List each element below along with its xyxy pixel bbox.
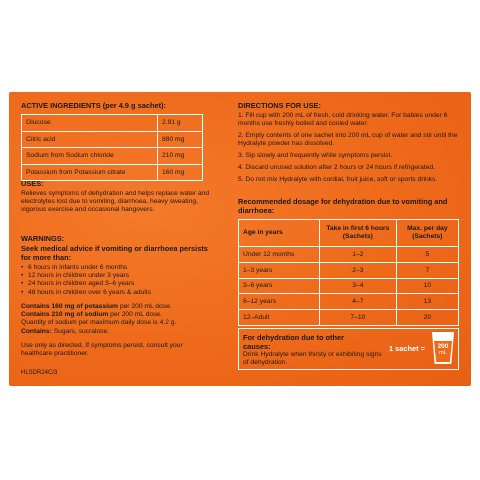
ingredient-amount: 880 mg [158, 131, 203, 148]
contains-line [21, 328, 221, 336]
table-cell: 12–Adult [239, 310, 320, 326]
active-ingredients-table [21, 114, 203, 181]
potassium-line [21, 303, 221, 311]
column-header: Age in years [239, 220, 320, 247]
sodium-bold: Contains 210 mg of sodium [21, 311, 109, 319]
table-cell: 7 [396, 262, 458, 278]
table-cell: 20 [396, 310, 458, 326]
ingredient-name: Potassium from Potassium citrate [22, 164, 158, 181]
warnings-subheading: Seek medical advice if vomiting or diarrhoea persists for more than: [21, 244, 208, 262]
dosage-table [238, 219, 459, 326]
direction-step: 4. Discard unused solution after 2 hours or 24 hours if refrigerated. [238, 163, 436, 171]
cup-unit: mL [439, 350, 447, 356]
ingredient-amount: 160 mg [158, 164, 203, 181]
table-cell: 2–3 [320, 262, 397, 278]
table-row [22, 115, 203, 132]
column-header: Take in first 6 hours (Sachets) [320, 220, 397, 247]
column-header: Max. per day (Sachets) [396, 220, 458, 247]
table-cell: Under 12 months [239, 247, 320, 263]
table-row [22, 131, 203, 148]
contains-bold: Contains: [21, 327, 52, 335]
ingredient-name: Sodium from Sodium chloride [22, 148, 158, 165]
table-cell: 6–12 years [239, 294, 320, 310]
list-item: • 6 hours in infants under 6 months [21, 264, 211, 272]
potassium-bold: Contains 160 mg of potassium [21, 303, 118, 310]
directions-heading: DIRECTIONS FOR USE: [238, 101, 321, 110]
sachet-equals-label: 1 sachet = [389, 344, 425, 353]
table-row [239, 294, 459, 310]
table-cell: 4–7 [320, 294, 397, 310]
list-item: • 12 hours in children under 3 years [21, 272, 211, 280]
table-cell: 10 [396, 278, 458, 294]
warnings-section [21, 234, 211, 297]
warnings-heading: WARNINGS: [21, 234, 65, 243]
table-row [239, 247, 459, 263]
direction-step: 5. Do not mix Hydralyte with cordial, fruit juice, soft or sports drinks. [238, 175, 438, 183]
uses-section [21, 179, 211, 215]
direction-step: 3. Sip slowly and frequently while symptoms persist. [238, 152, 393, 159]
table-cell: 3–6 years [239, 278, 320, 294]
dosage-heading: Recommended dosage for dehydration due to vomiting and diarrhoea: [238, 197, 448, 215]
table-row [22, 148, 203, 165]
list-item: • 48 hours in children over 6 years & adults [21, 289, 211, 297]
direction-step: 2. Empty contents of one sachet into 200 mL cup of water and stir until the Hydralyte powder has dissolved. [238, 132, 458, 148]
ingredient-name: Glucose [22, 115, 158, 132]
sodium-rest: per 200 mL dose. [108, 311, 162, 319]
active-ingredients-heading: ACTIVE INGREDIENTS (per 4.9 g sachet): [21, 101, 166, 110]
max-sodium-line: Quantity of sodium per maximum daily dose is 4.2 g. [21, 319, 177, 327]
uses-text: Relieves symptoms of dehydration and helps replace water and electrolytes lost due to vomiting, diarrhoea, heavy sweating, vigorous exercise and occasional hangovers. [21, 190, 210, 214]
table-cell: 3–4 [320, 278, 397, 294]
product-label-panel [9, 92, 471, 386]
other-causes-heading: For dehydration due to other causes: [243, 333, 345, 351]
cup-volume: 200 [437, 343, 449, 350]
list-item: • 24 hours in children aged 3–6 years [21, 280, 211, 288]
table-header-row [239, 220, 459, 247]
table-cell: 7–10 [320, 310, 397, 326]
table-row [239, 262, 459, 278]
other-causes-text: Drink Hydralyte when thirsty or exhibiting signs of dehydration. [243, 351, 382, 367]
cup-icon [432, 332, 454, 364]
uses-heading: USES: [21, 179, 44, 188]
table-cell: 1–3 years [239, 262, 320, 278]
ingredient-amount: 2.91 g [158, 115, 203, 132]
sodium-line [21, 311, 221, 319]
table-cell: 13 [396, 294, 458, 310]
table-row [239, 310, 459, 326]
table-row [239, 278, 459, 294]
ingredient-amount: 210 mg [158, 148, 203, 165]
table-cell: 1–2 [320, 247, 397, 263]
contains-rest: Sugars, sucralose. [51, 327, 110, 335]
product-code: HLSDR24C/3 [21, 370, 58, 376]
warnings-list [21, 264, 211, 297]
table-cell: 5 [396, 247, 458, 263]
ingredient-name: Citric acid [22, 131, 158, 148]
directions-list [238, 112, 463, 187]
potassium-rest: per 200 mL dose. [118, 303, 172, 310]
direction-step: 1. Fill cup with 200 mL of fresh, cold drinking water. For babies under 6 months use freshly boiled and cooled water. [238, 112, 448, 128]
other-causes-box [238, 328, 459, 370]
advice-text: Use only as directed. If symptoms persist, consult your healthcare practitioner. [21, 342, 183, 358]
contents-section [21, 303, 221, 336]
